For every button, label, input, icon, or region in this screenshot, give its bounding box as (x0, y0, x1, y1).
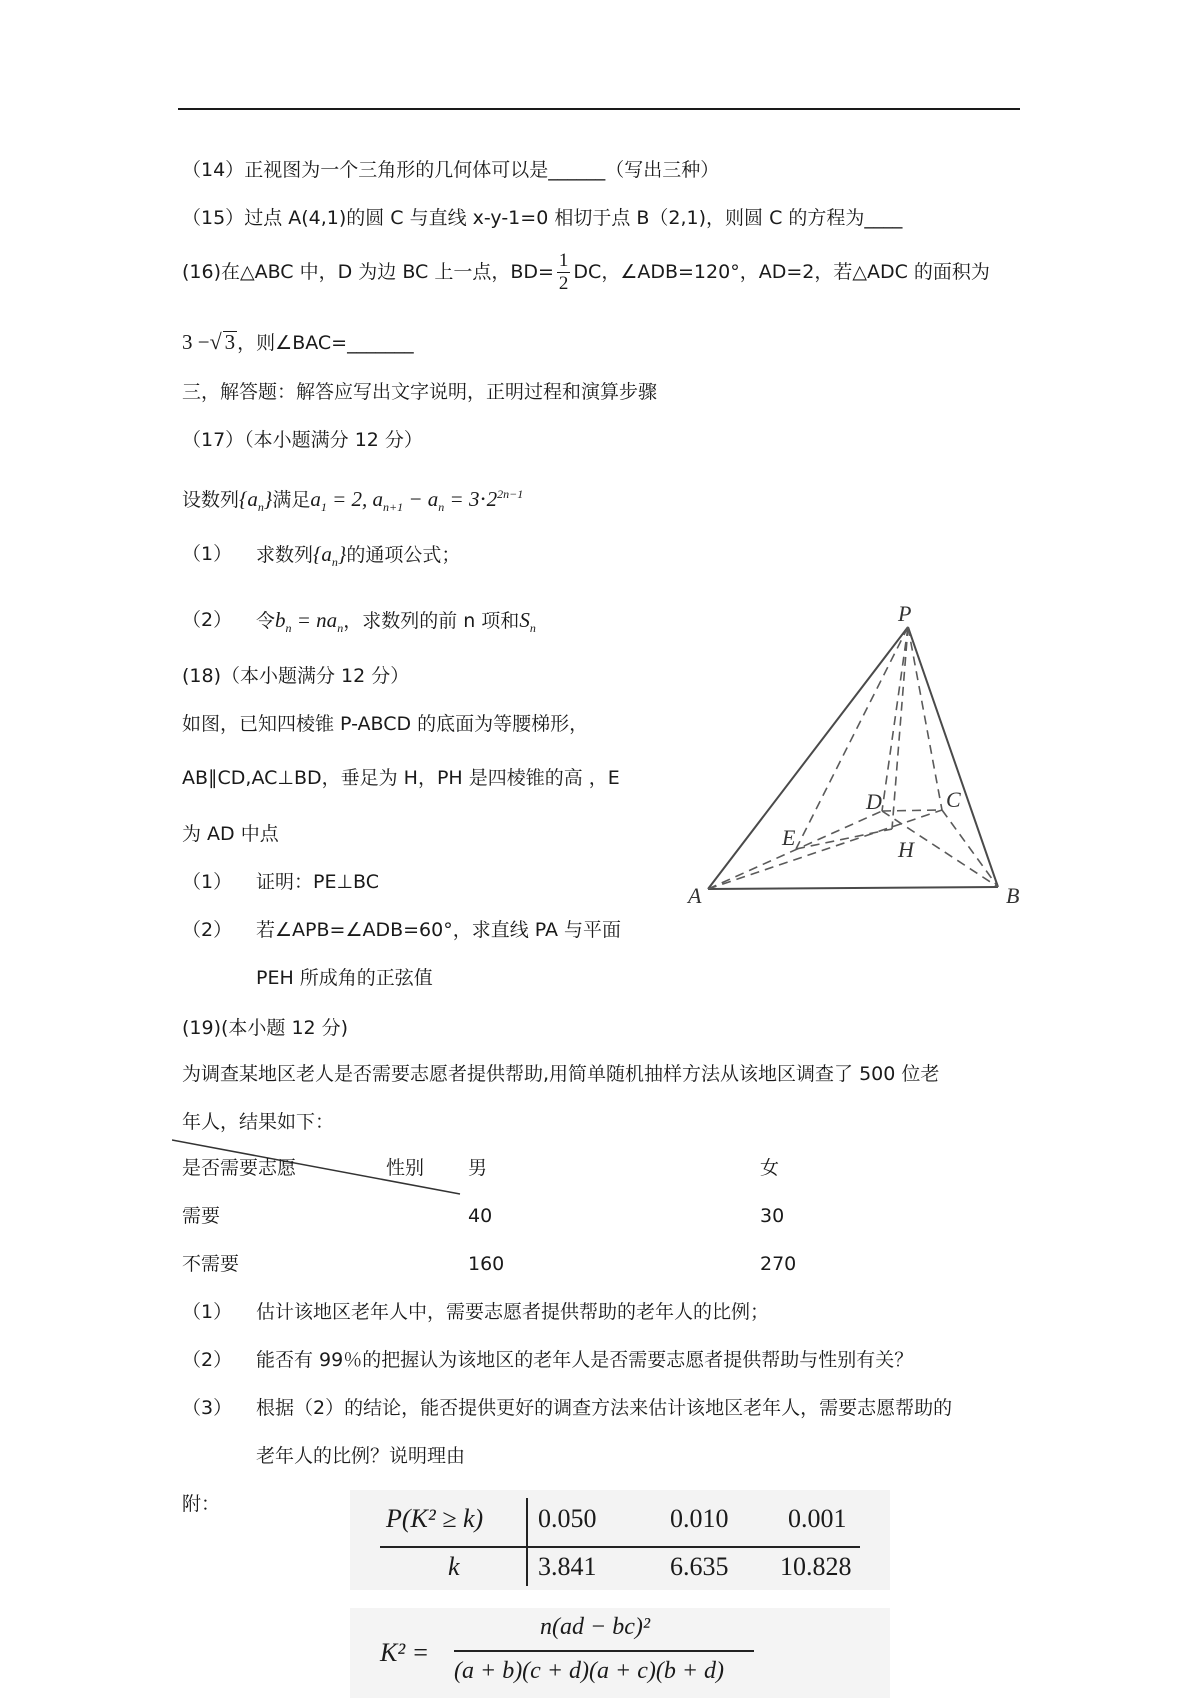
table-corner-col-header: 性别 (386, 1157, 425, 1179)
question-18-line-1: 如图，已知四棱锥 P-ABCD 的底面为等腰梯形， (182, 713, 589, 735)
section-3-heading: 三，解答题：解答应写出文字说明，正明过程和演算步骤 (182, 381, 658, 403)
table-cell: 270 (760, 1253, 797, 1275)
q17-m4: = 3⋅2 (444, 487, 498, 511)
q19-p1-number: （1） (182, 1301, 233, 1323)
q17-m2: = 2, a (326, 487, 384, 511)
q17-p1-b: 的通项公式； (346, 544, 461, 566)
table-cell: 160 (468, 1253, 505, 1275)
question-18-line-2: AB∥CD,AC⊥BD，垂足为 H，PH 是四棱锥的高 ，E (182, 767, 620, 789)
question-16-text-a: (16)在△ABC 中，D 为边 BC 上一点，BD= (182, 261, 554, 283)
label-a: A (688, 883, 702, 908)
q18-p2-number: （2） (182, 919, 233, 941)
k-table-cell: 0.050 (538, 1504, 597, 1533)
edge-ad (708, 811, 882, 889)
question-19-part-1 (182, 1300, 770, 1324)
question-18-part-1 (182, 870, 379, 894)
q17-p1-seq-end: } (337, 542, 347, 566)
question-15 (182, 206, 902, 230)
q17-p2-number: （2） (182, 609, 233, 631)
q17-seq (239, 487, 273, 515)
question-17-part-2 (182, 608, 536, 636)
question-14 (182, 158, 719, 182)
q19-p1-text: 估计该地区老年人中，需要志愿者提供帮助的老年人的比例； (256, 1301, 770, 1323)
question-15-text: 过点 A(4,1)的圆 C 与直线 x-y-1=0 相切于点 B（2,1)，则圆 C 的方程为____ (244, 207, 903, 229)
k-table-cell: 3.841 (538, 1552, 597, 1581)
label-h: H (898, 837, 914, 862)
q17-p2-b-sub: n (285, 621, 292, 636)
q17-p2-a: 令 (256, 610, 276, 632)
chi-square-formula (350, 1608, 890, 1698)
q17-m1-sub: 1 (320, 500, 327, 515)
question-16 (182, 250, 990, 295)
q17-seq-a: {a (239, 487, 258, 511)
question-17-intro (182, 482, 523, 519)
q18-p1-text: 证明：PE⊥BC (256, 871, 379, 893)
q19-p3-number: （3） (182, 1397, 233, 1419)
k-table-cell: 0.010 (670, 1504, 729, 1533)
q17-p1-a: 求数列 (256, 544, 314, 566)
label-p: P (898, 605, 912, 626)
table-cell: 40 (468, 1205, 493, 1227)
k-table-vertical-rule (526, 1498, 528, 1586)
question-18-header: (18)（本小题满分 12 分） (182, 665, 410, 687)
k-table-row2-label: k (448, 1552, 460, 1581)
question-19-intro-1: 为调查某地区老人是否需要志愿者提供帮助,用简单随机抽样方法从该地区调查了 500 位老 (182, 1063, 940, 1085)
q17-m2-sub: n+1 (383, 500, 404, 515)
q17-intro-mid: 满足 (272, 489, 311, 511)
appendix-label: 附： (182, 1493, 221, 1515)
formula-denominator: (a + b)(c + d)(a + c)(b + d) (454, 1658, 725, 1684)
question-14-number: （14） (182, 159, 245, 181)
formula-lhs: K² = (380, 1638, 430, 1667)
question-19-intro-2: 年人，结果如下： (182, 1111, 335, 1133)
q17-m4-sup: 2n−1 (497, 487, 524, 501)
label-e: E (782, 825, 796, 850)
q17-m1: a (310, 487, 321, 511)
question-19-part-2 (182, 1348, 914, 1372)
q17-seq-end: } (263, 487, 273, 511)
q19-p2-number: （2） (182, 1349, 233, 1371)
q17-m3: − a (403, 487, 439, 511)
k-table-row1-label: P(K² ≥ k) (386, 1504, 484, 1533)
q17-p2-s: S (519, 608, 530, 632)
q19-p2-text: 能否有 99％的把握认为该地区的老年人是否需要志愿者提供帮助与性别有关？ (256, 1349, 914, 1371)
q17-p1-seq: {a (313, 542, 332, 566)
pyramid-figure (670, 605, 1050, 910)
k-table-cell: 0.001 (788, 1504, 847, 1533)
label-d: D (866, 789, 882, 814)
formula-fraction-bar (454, 1650, 754, 1652)
area-value-a: 3 − (182, 330, 210, 354)
edge-dc (882, 810, 942, 811)
q18-p1-number: （1） (182, 871, 233, 893)
q17-p2-na-sub: n (337, 621, 344, 636)
question-18-part-2-cont: PEH 所成角的正弦值 (256, 967, 433, 989)
question-17-part-1 (182, 542, 461, 570)
fraction-one-half (557, 250, 571, 295)
question-15-number: （15） (182, 207, 245, 229)
q17-intro-text: 设数列 (182, 489, 240, 511)
question-14-text: 正视图为一个三角形的几何体可以是______（写出三种） (244, 159, 720, 181)
fraction-numerator: 1 (558, 250, 569, 271)
question-16-line-2: 3 −√ 3 ，则∠BAC=_______ (182, 329, 414, 354)
question-19-part-3-cont: 老年人的比例？说明理由 (256, 1445, 466, 1467)
edge-cb (942, 810, 998, 887)
q17-p1-body (256, 542, 460, 574)
k-table-cell: 10.828 (780, 1552, 852, 1581)
table-col-female: 女 (760, 1157, 780, 1179)
question-17-header: （17）（本小题满分 12 分） (182, 429, 423, 451)
q17-p2-b: ，求数列的前 n 项和 (343, 610, 520, 632)
q17-p2-body (256, 608, 536, 640)
k-table-cell: 6.635 (670, 1552, 729, 1581)
edge-pa (708, 627, 908, 889)
table-row-label: 需要 (182, 1205, 221, 1227)
q17-p2-s-sub: n (529, 621, 536, 636)
table-corner-row-header: 是否需要志愿 (182, 1157, 297, 1179)
height-ph (892, 627, 908, 829)
question-19-part-3 (182, 1396, 953, 1420)
question-16-text-b: DC，∠ADB=120°，AD=2，若△ADC 的面积为 (573, 261, 990, 283)
k-table-horizontal-rule (380, 1546, 860, 1548)
question-18-part-2 (182, 918, 622, 942)
q19-p3-text: 根据（2）的结论，能否提供更好的调查方法来估计该地区老年人，需要志愿帮助的 (256, 1397, 953, 1419)
edge-pb (908, 627, 998, 887)
q17-p1-seq-sub: n (331, 555, 338, 570)
header-rule (178, 108, 1020, 110)
label-c: C (946, 787, 961, 812)
q17-m3-sub: n (438, 500, 445, 515)
fraction-denominator: 2 (558, 273, 569, 294)
q18-p2-text: 若∠APB=∠ADB=60°，求直线 PA 与平面 (256, 919, 622, 941)
edge-pc (908, 627, 942, 810)
table-col-male: 男 (468, 1157, 488, 1179)
q17-p2-na: = na (291, 608, 338, 632)
question-16-answer-blank: ，则∠BAC=_______ (237, 332, 414, 354)
q17-p2-b-var: b (275, 608, 286, 632)
segment-pe (796, 627, 908, 849)
question-19-header: (19)(本小题 12 分) (182, 1017, 349, 1039)
chi-square-critical-table (350, 1490, 890, 1590)
table-row-label: 不需要 (182, 1253, 240, 1275)
q17-seq-sub: n (257, 500, 264, 515)
q17-p1-number: （1） (182, 543, 233, 565)
edge-ab (708, 887, 998, 889)
table-cell: 30 (760, 1205, 785, 1227)
question-18-line-3: 为 AD 中点 (182, 823, 279, 845)
q17-recurrence (310, 487, 524, 515)
area-value-sqrt: 3 (224, 330, 236, 354)
segment-eh (796, 829, 892, 849)
formula-numerator: n(ad − bc)² (540, 1614, 651, 1640)
label-b: B (1006, 883, 1020, 908)
